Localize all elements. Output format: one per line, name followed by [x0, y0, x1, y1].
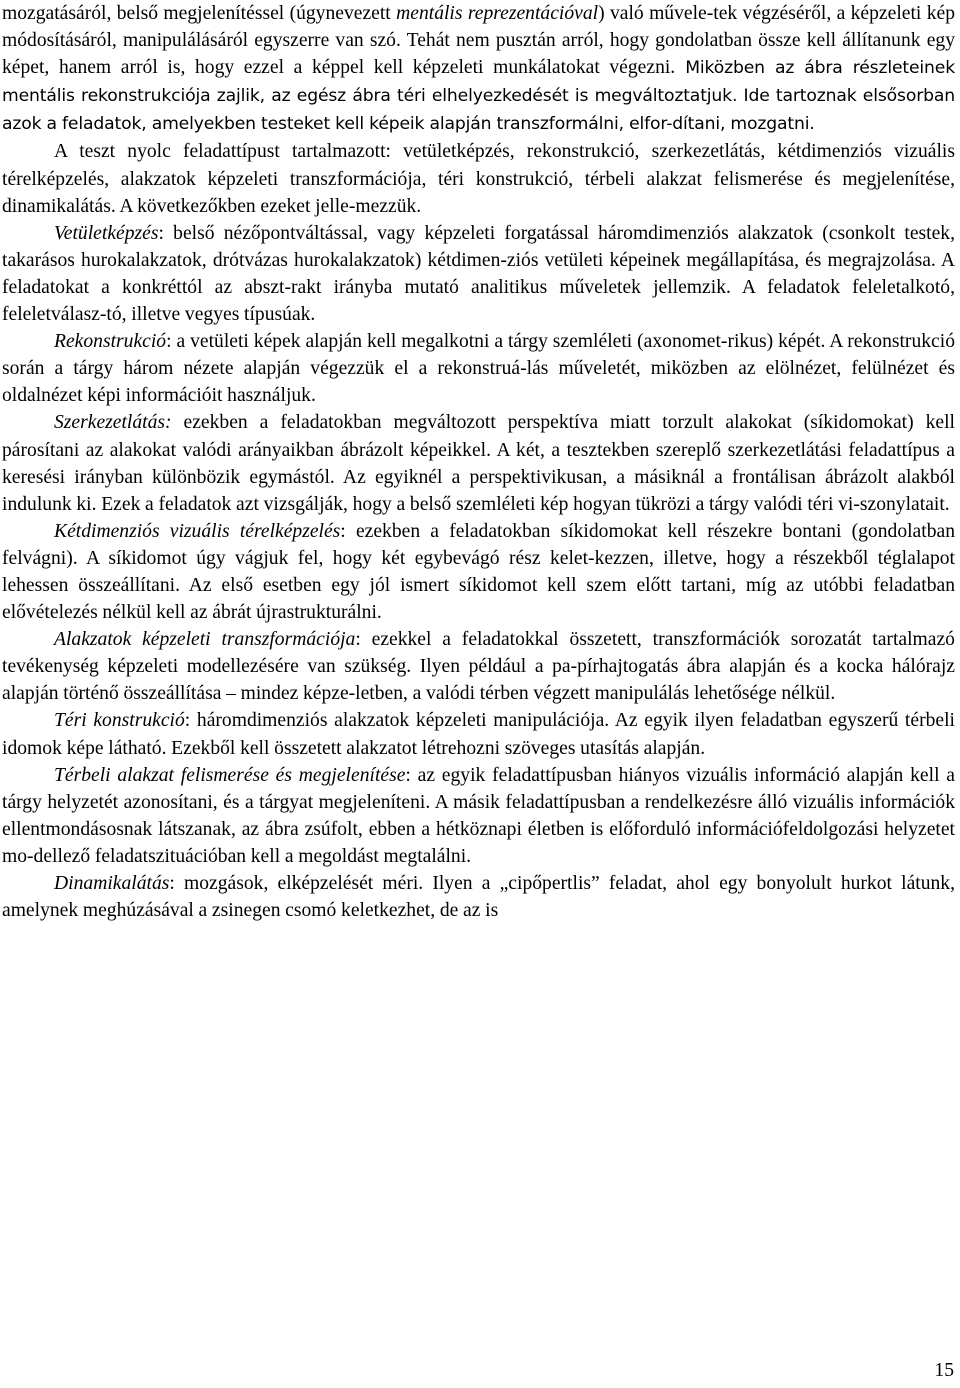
item-term: Kétdimenziós vizuális térelképzelés — [54, 520, 341, 542]
item-separator: : — [405, 764, 418, 786]
item-text: háromdimenziós alakzatok képzeleti manipulációja. Az egyik ilyen feladatban egyszerű térbeli idomok képe látható. Ezekből kell összetett alakzatot létrehozni szöveges utasítás alapján. — [2, 710, 955, 759]
item-separator: : — [184, 710, 197, 732]
item-separator: : — [166, 331, 177, 353]
item-term: Szerkezetlátás: — [54, 412, 172, 434]
item-text: ezekkel a feladatokkal összetett, transzformációk sorozatát tartalmazó tevékenység képzeleti modellezésére van szükség. Ilyen például a pa-pírhajtogatás ábra alapján és a kocka hálórajz alapján történő összeállítása – mindez képze-letben, a valódi térben végzett manipulálás lehetősége nélkül. — [2, 629, 955, 705]
item-paragraph-ketdimenzios — [2, 518, 955, 626]
item-paragraph-dinamikalatas — [2, 870, 955, 924]
item-text: a vetületi képek alapján kell megalkotni a tárgy szemléleti (axonomet-rikus) képét. A rekonstrukció során a tárgy három nézete alapján végezzük el a rekonstruá-lás műveletét, miközben az elölnézet, felülnézet és oldalnézet képi információit használjuk. — [2, 331, 955, 407]
item-paragraph-rekonstrukcio — [2, 328, 955, 409]
item-text: belső nézőpontváltással, vagy képzeleti forgatással háromdimenziós alakzatok (csonkolt testek, takarásos hurokalakzatok, drótvázas hurokalakzatok) kétdimen-ziós vetületi képeinek megállapítása, és megrajzolása. A feladatokat a konkréttól az abszt-rakt irányba mutató analitikus műveletek jellemzik. A feladatok feleletalkotó, feleletválasz-tó, illetve vegyes típusúak. — [2, 222, 955, 326]
intro-sans-text: Miközben az ábra részleteinek mentális rekonstrukciója zajlik, az egész ábra téri elhelyezkedését is megváltoztatjuk. Ide tartoznak elsősorban azok a feladatok, amelyekben testeket kell képeik alapján transzformálni, elfor-dítani, mozgatni. — [2, 58, 956, 135]
item-separator: : — [355, 629, 372, 651]
item-separator — [172, 412, 184, 433]
item-paragraph-szerkezetlatas — [2, 409, 955, 517]
page-number: 15 — [934, 1360, 954, 1381]
item-term: Dinamikalátás — [54, 873, 170, 894]
test-types-paragraph: A teszt nyolc feladattípust tartalmazott: vetületképzés, rekonstrukció, szerkezetlátás, kétdimenziós vizuális térelképzelés, alakzatok képzeleti transzformációja, téri konstrukció, térbeli alakzat felismerése és megjelenítése, dinamikalátás. A következőkben ezeket jelle-mezzük. — [2, 141, 955, 217]
item-text: ezekben a feladatokban megváltozott perspektíva miatt torzult alakokat (síkidomokat) kell párosítani az alakokat valódi arányaikban ábrázolt képeikkel. A két, a tesztekben szereplő szerkezetlátási feladattípus a keresési irányban különbözik egymástól. Az egyiknél a perspektivikusan, a másiknál a frontálisan ábrázolt alakból indulunk ki. Ezek a feladatok azt vizsgálják, hogy a belső szemléleti kép hogyan tükrözi a tárgy valódi téri vi-szonylatait. — [2, 412, 955, 515]
item-separator: : — [340, 520, 356, 542]
item-paragraph-vetuletkepzes — [2, 220, 955, 328]
item-paragraph-terbeli-alakzat — [2, 762, 955, 870]
item-separator: : — [169, 873, 184, 894]
item-term: Téri konstrukció — [54, 710, 185, 732]
item-separator: : — [158, 222, 174, 244]
item-term: Alakzatok képzeleti transzformációja — [54, 629, 356, 651]
item-paragraph-teri-konstrukcio — [2, 707, 955, 761]
item-paragraph-alakzatok — [2, 626, 955, 707]
item-text: ezekben a feladatokban síkidomokat kell részekre bontani (gondolatban felvágni). A síkidomot úgy vágjuk fel, hogy két egybevágó rész kelet-kezzen, illetve, hogy a részekből téglalapot lehessen összeállítani. Az első esetben egy jól ismert síkidomot kell szem előtt tartani, míg az utóbbi feladatban elővételezés nélkül kell az ábrát újrastrukturálni. — [2, 520, 955, 624]
item-term: Térbeli alakzat felismerése és megjelenítése — [54, 764, 406, 786]
intro-text-pre: mozgatásáról, belső megjelenítéssel (úgynevezett — [2, 3, 397, 24]
intro-paragraph — [2, 0, 955, 138]
item-term: Vetületképzés — [54, 222, 159, 244]
intro-italic-term: mentális reprezentációval — [396, 3, 599, 24]
document-page — [2, 0, 955, 924]
item-text: az egyik feladattípusban hiányos vizuális információ alapján kell a tárgy helyzetét azonosítani, és a tárgyat megjeleníteni. A másik feladattípusban a rendelkezésre álló vizuális információk ellentmondásosnak látszanak, az ábra zsúfolt, ebben a hétköznapi életben is előforduló információfeldolgozási helyzetet mo-dellező feladatszituációban kell a megoldást megtalálni. — [2, 764, 955, 867]
item-text: mozgások, elképzelését méri. Ilyen a „cipőpertlis” feladat, ahol egy bonyolult hurkot látunk, amelynek meghúzásával a zsinegen csomó keletkezhet, de az is — [2, 873, 955, 922]
intro-text-post: ) való művele-tek végzéséről, a képzeleti kép módosításáról, manipulálásáról egyszerre van szó. Tehát nem pusztán arról, hogy gondolatban össze kell állítanunk egy képet, hanem arról is, hogy ezzel a képpel kell képzeleti munkálatokat végezni. — [2, 3, 955, 79]
item-term: Rekonstrukció — [54, 331, 167, 353]
